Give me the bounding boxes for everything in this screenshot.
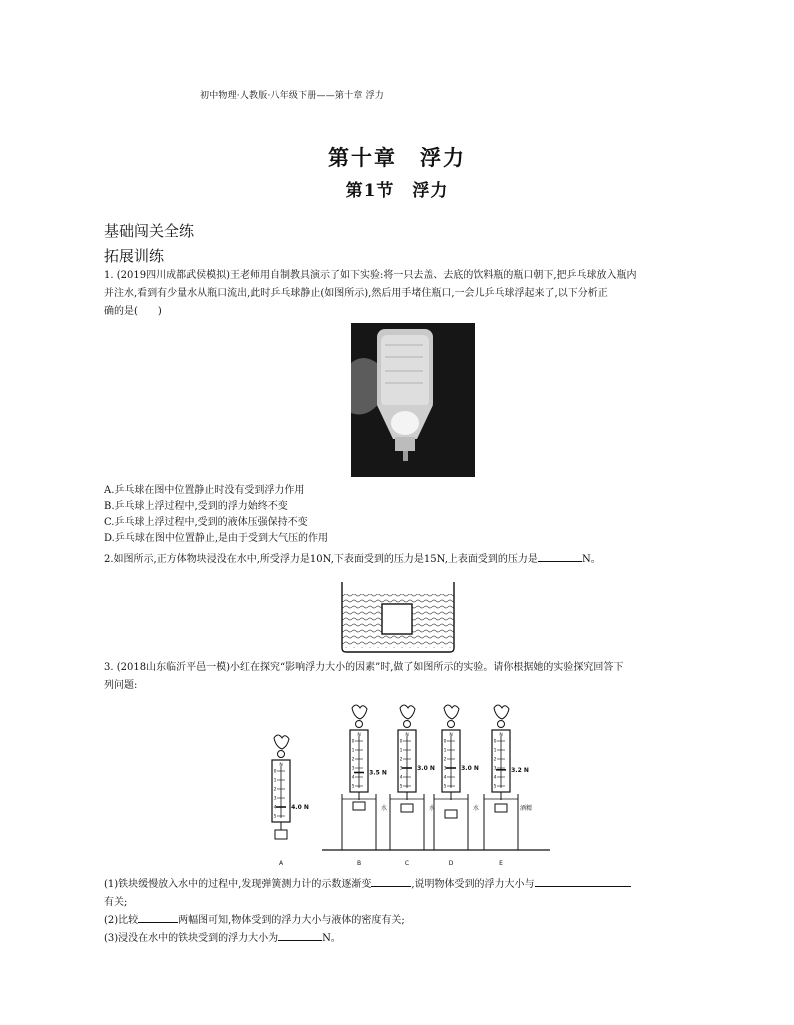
ring-icon [448,721,455,728]
q3-line-1: 3. (2018山东临沂平邑一模)小红在探究“影响浮力大小的因素”时,做了如图所示的实验。请你根据她的实验探究回答下 [104,662,624,673]
scale-unit: N [449,733,453,738]
scale-mark-label: 3 [351,766,355,772]
ring-icon [498,721,505,728]
q1-option-a: A.乒乓球在图中位置静止时没有受到浮力作用 [104,485,305,496]
question-2 [104,551,714,569]
scale-mark-label: 1 [351,748,355,754]
q3-sub3-text-a: (3)浸没在水中的铁块受到的浮力大小为 [104,933,279,944]
scale-mark-label: 1 [273,778,277,784]
q2-beaker-figure [336,580,460,660]
iron-block [401,804,413,812]
scale-mark-label: 1 [443,748,447,754]
scale-mark-label: 2 [443,757,447,763]
q2-answer-blank[interactable] [538,551,582,562]
figure-label-a: A [278,860,284,867]
scale-mark-label: 4 [493,775,497,781]
scale-mark-label: 4 [273,805,277,811]
q1-option-c: C.乒乓球上浮过程中,受到的液体压强保持不变 [104,517,308,528]
scale-mark-label: 0 [273,769,277,775]
scale-mark-label: 4 [443,775,447,781]
figure-label-b: B [356,860,362,867]
q1-option-b: B.乒乓球上浮过程中,受到的浮力始终不变 [104,501,288,512]
q3-sub3-blank[interactable] [278,930,322,941]
beaker [484,794,518,850]
beaker [390,794,424,850]
hand-icon [352,705,367,719]
scale-mark-label: 0 [493,739,497,745]
q3-sub1-blank-1[interactable] [371,876,411,887]
scale-unit: N [499,733,503,738]
iron-block [445,810,457,818]
spring-scale-b [342,705,387,867]
scale-mark-label: 0 [399,739,403,745]
scale-unit: N [279,763,283,768]
ring-icon [356,721,363,728]
q3-sub2-blank[interactable] [138,912,178,923]
scale-mark-label: 5 [493,784,497,790]
page-header: 初中物理·人教版·八年级下册——第十章 浮力 [200,91,384,101]
scale-unit: N [357,733,361,738]
question-3 [104,659,704,695]
ring-icon [278,751,285,758]
q2-text: 2.如图所示,正方体物块浸没在水中,所受浮力是10N,下表面受到的压力是15N,上表面受到的压力是 [104,554,538,565]
hand-icon [494,705,509,719]
scale-mark-label: 3 [399,766,403,772]
spring-scale-e [484,705,532,867]
liquid-label: 酒精 [519,805,533,812]
hand-icon [400,705,415,719]
scale-mark-label: 5 [351,784,355,790]
q3-sub2-text-b: 两幅图可知,物体受到的浮力大小与液体的密度有关; [178,915,405,926]
scale-mark-label: 5 [273,814,277,820]
scale-mark-label: 0 [351,739,355,745]
scale-reading: 3.5 N [369,769,387,777]
spring-scale-c [390,705,435,867]
figure-label-d: D [448,860,454,867]
spring-scale-d [434,705,479,867]
hand-icon [274,735,289,749]
liquid-label: 水 [380,805,388,812]
scale-mark-label: 3 [443,766,447,772]
scale-mark-label: 5 [399,784,403,790]
q3-sub-2 [104,912,704,930]
q3-subquestions [104,876,704,948]
spring-scale-figure [250,700,550,874]
scale-mark-label: 3 [273,796,277,802]
beaker [434,794,468,850]
q3-sub1-continued: 有关; [104,897,128,908]
question-1 [104,267,694,321]
q3-line-2: 列问题: [104,680,138,691]
scale-mark-label: 2 [273,787,277,793]
ring-icon [404,721,411,728]
scale-mark-label: 4 [351,775,355,781]
hand-icon [444,705,459,719]
q2-unit: N。 [581,554,601,565]
scale-mark-label: 0 [443,739,447,745]
section-title: 第1节 浮力 [345,181,449,201]
scale-mark-label: 1 [493,748,497,754]
bottle-photo [351,323,475,477]
practice-heading: 基础闯关全练 [104,222,195,240]
iron-block [275,830,287,839]
figure-label-e: E [499,860,503,867]
q1-option-d: D.乒乓球在图中位置静止,是由于受到大气压的作用 [104,533,329,544]
scale-mark-label: 2 [399,757,403,763]
scale-mark-label: 4 [399,775,403,781]
q1-line-2: 并注水,看到有少量水从瓶口流出,此时乒乓球静止(如图所示),然后用手堵住瓶口,一会儿乒乓球浮起来了,以下分析正 [104,288,608,299]
figure-label-c: C [404,860,410,867]
q3-sub1-text-b: ,说明物体受到的浮力大小与 [411,879,535,890]
scale-mark-label: 1 [399,748,403,754]
q1-options [104,483,328,547]
chapter-title: 第十章 浮力 [328,145,466,170]
q3-sub3-text-b: N。 [322,933,341,944]
scale-reading: 3.0 N [461,765,479,772]
liquid-label: 水 [472,805,480,812]
scale-unit: N [405,733,409,738]
q3-sub-3 [104,930,704,948]
q3-sub2-text-a: (2)比较 [104,915,139,926]
q3-sub1-blank-2[interactable] [535,876,631,887]
q3-sub1-text-a: (1)铁块缓慢放入水中的过程中,发现弹簧测力计的示数逐渐变 [104,879,372,890]
scale-reading: 3.0 N [417,765,435,772]
extension-heading: 拓展训练 [104,247,165,265]
scale-reading: 4.0 N [291,804,309,811]
iron-block [353,802,365,810]
q1-line-1: 1. (2019四川成都武侯模拟)王老师用自制教具演示了如下实验:将一只去盖、去底的饮料瓶的瓶口朝下,把乒乓球放入瓶内 [104,270,637,281]
q1-line-3: 确的是( ) [104,306,162,317]
scale-mark-label: 2 [351,757,355,763]
iron-block [495,804,507,812]
liquid-label: 水 [428,805,436,812]
q3-sub-1 [104,876,704,894]
scale-mark-label: 2 [493,757,497,763]
scale-mark-label: 5 [443,784,447,790]
spring-scale-a [272,735,309,867]
scale-reading: 3.2 N [511,766,529,774]
scale-mark-label: 3 [493,766,497,772]
